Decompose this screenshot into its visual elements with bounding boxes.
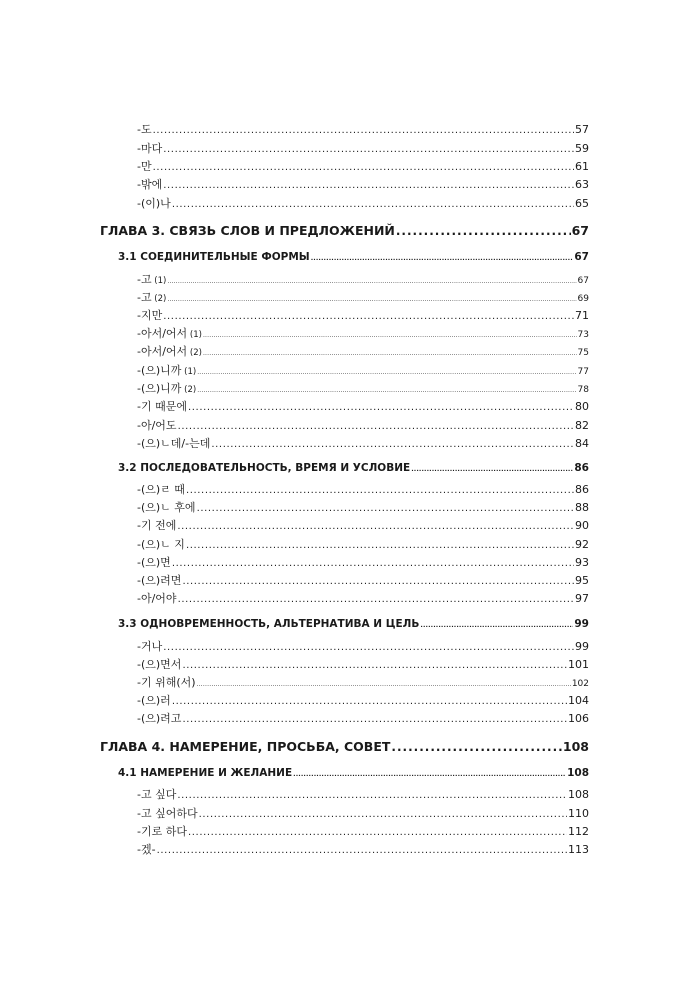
page-number: 112 [568,825,589,838]
toc-chapter-row [100,739,589,757]
dot-leader [293,767,566,779]
toc-item-row [137,417,589,433]
page-number: 71 [575,309,589,322]
toc-entry-text: -아서/어서 [137,327,188,340]
dot-leader [172,556,574,569]
toc-entry-text: -(으)ㄴ 후에 [137,501,196,514]
toc-item-title [137,140,162,156]
toc-entry-text: -(으)ㄴ 지 [137,538,185,551]
toc-item-title [137,536,185,552]
dot-leader [211,437,574,450]
dot-leader [391,739,562,754]
page-number: 93 [575,556,589,569]
dot-leader [157,843,567,856]
toc-item-title [137,307,162,323]
toc-item-title [137,823,187,839]
dot-leader [188,400,574,413]
toc-section-row [118,618,589,634]
toc-entry-text: -거나 [137,640,163,653]
toc-entry-text: ГЛАВА 3. СВЯЗЬ СЛОВ И ПРЕДЛОЖЕНИЙ [100,223,395,238]
toc-item-row [137,554,589,570]
toc-item-row [137,398,589,414]
dot-leader [186,538,574,551]
toc-item-row [137,140,589,156]
dot-leader [163,309,574,322]
toc-item-title [137,362,196,378]
toc-item-title [137,398,187,414]
toc-item-row [137,590,589,606]
toc-item-row [137,841,589,857]
page-number: 95 [575,574,589,587]
toc-entry-part-number: (1) [187,330,202,340]
toc-entry-part-number: (2) [187,348,202,358]
toc-item-row [137,289,589,305]
dot-leader [178,419,574,432]
page-number: 82 [575,419,589,432]
toc-section-title [118,462,410,474]
toc-entry-text: -(으)ㄹ 때 [137,483,185,496]
toc-item-row [137,823,589,839]
dot-leader [311,251,574,263]
dot-leader [182,574,574,587]
toc-item-row [137,572,589,588]
toc-entry-text: -(으)니까 [137,382,182,395]
dot-leader [177,788,567,801]
dot-leader [411,462,573,474]
toc-section-row [118,251,589,267]
toc-item-row [137,786,589,802]
page-number: 57 [575,123,589,136]
toc-item-row [137,710,589,726]
toc-entry-text: -(으)러 [137,694,171,707]
toc-entry-text: -고 싶어하다 [137,807,198,820]
dot-leader [182,658,567,671]
page-number: 67 [574,251,589,263]
toc-item-row [137,674,589,690]
dot-leader [167,291,576,304]
toc-entry-text: 3.2 ПОСЛЕДОВАТЕЛЬНОСТЬ, ВРЕМЯ И УСЛОВИЕ [118,462,411,474]
toc-item-title [137,271,166,287]
page-number: 102 [571,679,589,689]
toc-item-row [137,195,589,211]
toc-item-title [137,176,162,192]
toc-entry-text: -아서/어서 [137,345,188,358]
toc-item-title [137,380,196,396]
toc-entry-text: ГЛАВА 4. НАМЕРЕНИЕ, ПРОСЬБА, СОВЕТ [100,739,391,754]
toc-item-row [137,638,589,654]
toc-item-row [137,805,589,821]
toc-section-title [118,618,419,630]
toc-item-title [137,638,162,654]
page-number: 77 [577,367,589,377]
page-number: 108 [562,739,589,754]
toc-entry-part-number: (2) [181,385,197,395]
toc-item-row [137,158,589,174]
toc-item-row [137,176,589,192]
toc-item-title [137,572,181,588]
toc-section-title [118,251,310,263]
page-number: 67 [571,223,589,238]
toc-item-row [137,362,589,378]
page-number: 78 [577,385,589,395]
toc-item-row [137,380,589,396]
toc-item-row [137,435,589,451]
page-number: 106 [568,712,589,725]
toc-entry-text: -마다 [137,142,163,155]
toc-item-title [137,481,185,497]
toc-item-row [137,481,589,497]
dot-leader [186,483,574,496]
dot-leader [177,519,574,532]
dot-leader [197,676,571,689]
dot-leader [153,160,574,173]
dot-leader [153,123,574,136]
dot-leader [188,825,567,838]
page-number: 75 [577,348,589,358]
toc-item-row [137,656,589,672]
page-number: 84 [575,437,589,450]
toc-entry-text: -밖에 [137,178,163,191]
toc-entry-part-number: (2) [151,294,167,304]
toc-entry-text: -(으)니까 [137,364,182,377]
dot-leader [163,178,574,191]
toc-item-title [137,786,176,802]
page-number: 61 [575,160,589,173]
page-number: 86 [574,462,589,474]
page-number: 97 [575,592,589,605]
toc-section-title [118,767,292,779]
dot-leader [199,807,567,820]
toc-entry-text: -지만 [137,309,163,322]
toc-item-row [137,307,589,323]
toc-item-title [137,517,176,533]
page-number: 110 [568,807,589,820]
dot-leader [178,592,574,605]
toc-entry-text: -만 [137,160,152,173]
toc-item-title [137,841,156,857]
dot-leader [203,345,577,358]
toc-entry-text: -기 때문에 [137,400,187,413]
dot-leader [396,223,571,238]
toc-item-row [137,121,589,137]
dot-leader [420,618,573,630]
dot-leader [172,694,567,707]
page-number: 73 [577,330,589,340]
page-number: 101 [568,658,589,671]
toc-item-title [137,499,196,515]
toc-entry-text: -기 위해(서) [137,676,196,689]
toc-entry-text: -(으)면 [137,556,171,569]
toc-item-title [137,121,152,137]
page-number: 113 [568,843,589,856]
page-number: 92 [575,538,589,551]
toc-entry-text: -아/어야 [137,592,177,605]
dot-leader [197,364,576,377]
page-number: 108 [568,788,589,801]
toc-item-title [137,158,152,174]
toc-entry-text: -기로 하다 [137,825,187,838]
dot-leader [203,327,577,340]
page-number: 59 [575,142,589,155]
page-number: 65 [575,197,589,210]
toc-entry-text: -아/어도 [137,419,177,432]
toc-item-row [137,692,589,708]
toc-entry-text: -겠- [137,843,156,856]
dot-leader [197,382,576,395]
toc-entry-text: -고 [137,291,152,304]
toc-entry-text: -기 전에 [137,519,177,532]
page-number: 67 [577,276,589,286]
toc-section-row [118,767,589,783]
toc-item-title [137,435,210,451]
page-number: 108 [567,767,589,779]
toc-item-row [137,271,589,287]
toc-entry-text: 4.1 НАМЕРЕНИЕ И ЖЕЛАНИЕ [118,767,293,779]
toc-item-title [137,289,166,305]
toc-item-title [137,805,198,821]
toc-item-title [137,692,171,708]
toc-entry-text: -고 싶다 [137,788,177,801]
page-number: 69 [577,294,589,304]
toc-item-title [137,417,177,433]
page-number: 80 [575,400,589,413]
toc-item-row [137,325,589,341]
page-number: 99 [575,640,589,653]
toc-entry-text: 3.3 ОДНОВРЕМЕННОСТЬ, АЛЬТЕРНАТИВА И ЦЕЛЬ [118,618,420,630]
dot-leader [182,712,567,725]
toc-item-title [137,656,181,672]
toc-section-row [118,462,589,478]
page-number: 90 [575,519,589,532]
dot-leader [163,640,574,653]
toc-entry-part-number: (1) [181,367,197,377]
toc-entry-part-number: (1) [151,276,167,286]
toc-item-title [137,710,181,726]
toc-item-row [137,517,589,533]
page-number: 88 [575,501,589,514]
toc-entry-text: -(으)려고 [137,712,182,725]
toc-item-title [137,325,202,341]
toc-entry-text: 3.1 СОЕДИНИТЕЛЬНЫЕ ФОРМЫ [118,251,310,263]
dot-leader [167,273,576,286]
toc-item-title [137,554,171,570]
toc-chapter-row [100,223,589,241]
page-number: 99 [574,618,589,630]
dot-leader [163,142,574,155]
toc-item-title [137,343,202,359]
toc-item-title [137,590,177,606]
toc-entry-text: -고 [137,273,152,286]
dot-leader [172,197,574,210]
toc-entry-text: -(으)면서 [137,658,182,671]
toc-item-row [137,343,589,359]
dot-leader [197,501,574,514]
page-number: 63 [575,178,589,191]
toc-chapter-title [100,223,395,238]
toc-entry-text: -(으)ㄴ데/-는데 [137,437,211,450]
page-number: 104 [568,694,589,707]
toc-entry-text: -(이)나 [137,197,171,210]
toc-item-row [137,499,589,515]
toc-item-title [137,674,196,690]
toc-item-row [137,536,589,552]
page-number: 86 [575,483,589,496]
toc-entry-text: -도 [137,123,152,136]
toc-entry-text: -(으)려면 [137,574,182,587]
toc-item-title [137,195,171,211]
toc-chapter-title [100,739,390,754]
